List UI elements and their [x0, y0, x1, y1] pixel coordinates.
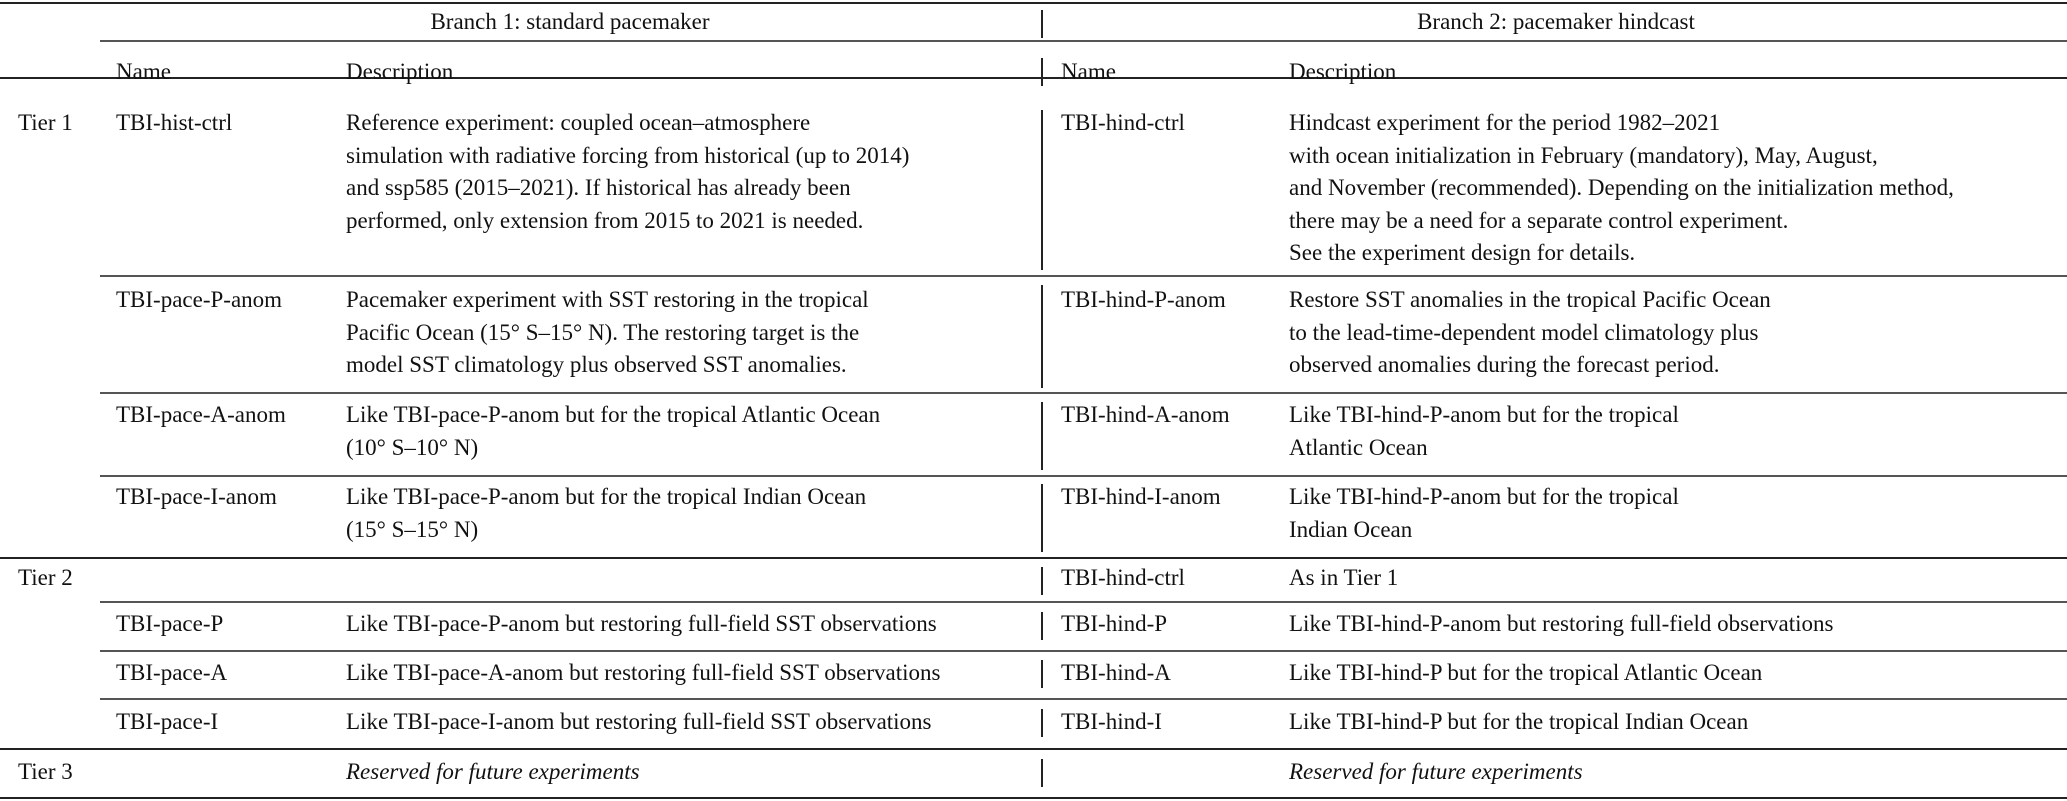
- header-bottom-rule: [0, 77, 2067, 79]
- row-divider: [100, 601, 2067, 603]
- row-divider: [100, 392, 2067, 394]
- b2-experiment-description: Like TBI-hind-P-anom but for the tropical Atlantic Ocean: [1289, 402, 1679, 460]
- b1-experiment-name: TBI-pace-P-anom: [116, 287, 283, 312]
- branch-separator: [1041, 285, 1043, 388]
- b1-experiment-description: Reference experiment: coupled ocean–atmosphere simulation with radiative forcing from historical (up to 2014) and ssp585 (2015–2021). If historical has already been performed, only extension from 2015 to 2021 is needed.: [346, 110, 910, 233]
- b1-description-header: Description: [346, 59, 454, 84]
- b2-experiment-name: TBI-hind-I: [1061, 709, 1162, 734]
- branch-separator: [1041, 759, 1043, 787]
- row-divider: [100, 275, 2067, 277]
- row-divider: [100, 698, 2067, 700]
- b2-experiment-description: Like TBI-hind-P-anom but restoring full-field observations: [1289, 611, 1834, 636]
- b1-experiment-name: TBI-pace-P: [116, 611, 224, 636]
- b1-experiment-name: TBI-pace-A-anom: [116, 402, 286, 427]
- b2-experiment-description: Like TBI-hind-P but for the tropical Atlantic Ocean: [1289, 660, 1763, 685]
- branch-separator: [1041, 660, 1043, 688]
- b1-experiment-description: Pacemaker experiment with SST restoring in the tropical Pacific Ocean (15° S–15° N). The restoring target is the model SST climatology plus observed SST anomalies.: [346, 287, 869, 377]
- b2-experiment-name: TBI-hind-P-anom: [1061, 287, 1226, 312]
- tier-divider: [0, 557, 2067, 559]
- table-top-rule: [0, 2, 2067, 4]
- branch-separator: [1041, 10, 1043, 38]
- branch-separator: [1041, 709, 1043, 737]
- branch2-header: Branch 2: pacemaker hindcast: [1417, 9, 1695, 34]
- branch1-header: Branch 1: standard pacemaker: [430, 9, 710, 34]
- tier-label: Tier 1: [18, 110, 73, 135]
- b2-experiment-name: TBI-hind-ctrl: [1061, 565, 1185, 590]
- b1-name-header: Name: [116, 59, 171, 84]
- b1-experiment-description: Reserved for future experiments: [346, 759, 640, 784]
- tier-divider: [0, 748, 2067, 750]
- row-divider: [100, 475, 2067, 477]
- tier-label: Tier 3: [18, 759, 73, 784]
- b2-experiment-description: Reserved for future experiments: [1289, 759, 1583, 784]
- b2-experiment-name: TBI-hind-ctrl: [1061, 110, 1185, 135]
- b1-experiment-description: Like TBI-pace-P-anom but for the tropical Atlantic Ocean (10° S–10° N): [346, 402, 881, 460]
- b1-experiment-name: TBI-pace-I: [116, 709, 219, 734]
- b1-experiment-name: TBI-pace-I-anom: [116, 484, 277, 509]
- branch-separator: [1041, 612, 1043, 640]
- b2-experiment-name: TBI-hind-A: [1061, 660, 1171, 685]
- b1-experiment-description: Like TBI-pace-P-anom but for the tropical Indian Ocean (15° S–15° N): [346, 484, 867, 542]
- branch-separator: [1041, 110, 1043, 270]
- b1-experiment-name: TBI-pace-A: [116, 660, 228, 685]
- b2-experiment-description: Like TBI-hind-P but for the tropical Indian Ocean: [1289, 709, 1749, 734]
- b2-name-header: Name: [1061, 59, 1116, 84]
- b2-experiment-description: Hindcast experiment for the period 1982–2021 with ocean initialization in February (mandatory), May, August, and November (recommended). Depending on the initialization method, there may be a need for a separate control experiment. See the experiment design for details.: [1289, 110, 1954, 265]
- b2-experiment-name: TBI-hind-P: [1061, 611, 1168, 636]
- b1-experiment-description: Like TBI-pace-I-anom but restoring full-field SST observations: [346, 709, 932, 734]
- b2-experiment-description: As in Tier 1: [1289, 565, 1399, 590]
- b2-experiment-description: Like TBI-hind-P-anom but for the tropical Indian Ocean: [1289, 484, 1679, 542]
- b1-experiment-description: Like TBI-pace-P-anom but restoring full-field SST observations: [346, 611, 937, 636]
- b2-experiment-name: TBI-hind-A-anom: [1061, 402, 1230, 427]
- branch-separator: [1041, 484, 1043, 552]
- row-divider: [100, 650, 2067, 652]
- tier-label: Tier 2: [18, 565, 73, 590]
- b2-experiment-name: TBI-hind-I-anom: [1061, 484, 1221, 509]
- b2-description-header: Description: [1289, 59, 1397, 84]
- b2-experiment-description: Restore SST anomalies in the tropical Pacific Ocean to the lead-time-dependent model climatology plus observed anomalies during the forecast period.: [1289, 287, 1771, 377]
- branch-separator: [1041, 402, 1043, 470]
- b1-experiment-name: TBI-hist-ctrl: [116, 110, 233, 135]
- branch-header-rule: [100, 40, 2067, 42]
- branch-separator: [1041, 567, 1043, 595]
- b1-experiment-description: Like TBI-pace-A-anom but restoring full-field SST observations: [346, 660, 941, 685]
- branch-separator: [1041, 58, 1043, 86]
- table-bottom-rule: [0, 797, 2067, 799]
